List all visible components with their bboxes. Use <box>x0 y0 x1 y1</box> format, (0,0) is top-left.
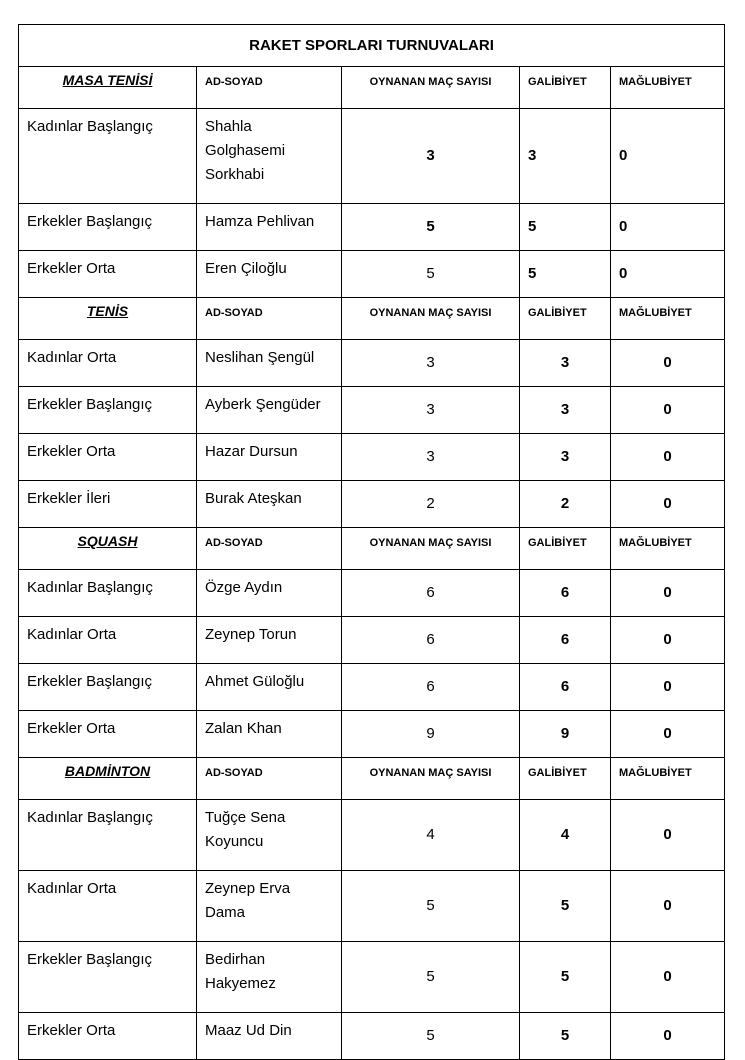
column-header-wins: GALİBİYET <box>520 528 611 570</box>
losses-cell: 0 <box>611 1013 725 1060</box>
wins-cell: 5 <box>520 204 611 251</box>
column-header-losses: MAĞLUBİYET <box>611 298 725 340</box>
column-header-played: OYNANAN MAÇ SAYISI <box>342 298 520 340</box>
played-cell: 5 <box>342 1013 520 1060</box>
category-cell: Erkekler Orta <box>19 434 197 481</box>
category-cell: Erkekler Başlangıç <box>19 387 197 434</box>
name-cell: Shahla Golghasemi Sorkhabi <box>197 109 342 204</box>
column-header-losses: MAĞLUBİYET <box>611 758 725 800</box>
column-header-played: OYNANAN MAÇ SAYISI <box>342 758 520 800</box>
category-cell: Kadınlar Başlangıç <box>19 800 197 871</box>
losses-cell: 0 <box>611 664 725 711</box>
name-cell: Özge Aydın <box>197 570 342 617</box>
table-row <box>19 800 725 871</box>
losses-cell: 0 <box>611 800 725 871</box>
name-cell: Eren Çiloğlu <box>197 251 342 298</box>
wins-cell: 3 <box>520 109 611 204</box>
column-header-losses: MAĞLUBİYET <box>611 528 725 570</box>
column-header-wins: GALİBİYET <box>520 298 611 340</box>
name-cell: Ahmet Güloğlu <box>197 664 342 711</box>
category-cell: Kadınlar Orta <box>19 617 197 664</box>
played-cell: 3 <box>342 109 520 204</box>
losses-cell: 0 <box>611 340 725 387</box>
played-cell: 9 <box>342 711 520 758</box>
table-row <box>19 942 725 1013</box>
section-header-row <box>19 528 725 570</box>
section-header-row <box>19 298 725 340</box>
played-cell: 3 <box>342 340 520 387</box>
table-row <box>19 340 725 387</box>
played-cell: 3 <box>342 434 520 481</box>
played-cell: 6 <box>342 570 520 617</box>
column-header-losses: MAĞLUBİYET <box>611 67 725 109</box>
losses-cell: 0 <box>611 711 725 758</box>
section-header-row <box>19 758 725 800</box>
wins-cell: 3 <box>520 387 611 434</box>
losses-cell: 0 <box>611 434 725 481</box>
wins-cell: 5 <box>520 942 611 1013</box>
name-cell: Hamza Pehlivan <box>197 204 342 251</box>
losses-cell: 0 <box>611 481 725 528</box>
category-cell: Kadınlar Başlangıç <box>19 570 197 617</box>
category-cell: Kadınlar Başlangıç <box>19 109 197 204</box>
wins-cell: 6 <box>520 617 611 664</box>
wins-cell: 6 <box>520 664 611 711</box>
table-row <box>19 617 725 664</box>
table-row <box>19 481 725 528</box>
results-table-body <box>19 25 725 1060</box>
table-row <box>19 1013 725 1060</box>
category-cell: Kadınlar Orta <box>19 871 197 942</box>
section-header-row <box>19 67 725 109</box>
table-title: RAKET SPORLARI TURNUVALARI <box>19 25 725 67</box>
wins-cell: 3 <box>520 434 611 481</box>
wins-cell: 4 <box>520 800 611 871</box>
name-cell: Zeynep Erva Dama <box>197 871 342 942</box>
played-cell: 2 <box>342 481 520 528</box>
sport-name: TENİS <box>19 298 197 340</box>
table-row <box>19 711 725 758</box>
table-row <box>19 570 725 617</box>
wins-cell: 5 <box>520 1013 611 1060</box>
name-cell: Bedirhan Hakyemez <box>197 942 342 1013</box>
name-cell: Neslihan Şengül <box>197 340 342 387</box>
name-cell: Maaz Ud Din <box>197 1013 342 1060</box>
table-row <box>19 664 725 711</box>
wins-cell: 9 <box>520 711 611 758</box>
losses-cell: 0 <box>611 204 725 251</box>
category-cell: Kadınlar Orta <box>19 340 197 387</box>
table-row <box>19 109 725 204</box>
losses-cell: 0 <box>611 387 725 434</box>
played-cell: 4 <box>342 800 520 871</box>
category-cell: Erkekler Orta <box>19 251 197 298</box>
played-cell: 5 <box>342 871 520 942</box>
name-cell: Burak Ateşkan <box>197 481 342 528</box>
column-header-name: AD-SOYAD <box>197 67 342 109</box>
category-cell: Erkekler Orta <box>19 711 197 758</box>
column-header-played: OYNANAN MAÇ SAYISI <box>342 528 520 570</box>
table-row <box>19 434 725 481</box>
table-row <box>19 204 725 251</box>
table-row <box>19 387 725 434</box>
losses-cell: 0 <box>611 251 725 298</box>
column-header-name: AD-SOYAD <box>197 758 342 800</box>
column-header-played: OYNANAN MAÇ SAYISI <box>342 67 520 109</box>
category-cell: Erkekler Başlangıç <box>19 204 197 251</box>
column-header-wins: GALİBİYET <box>520 758 611 800</box>
wins-cell: 5 <box>520 251 611 298</box>
table-row <box>19 871 725 942</box>
category-cell: Erkekler İleri <box>19 481 197 528</box>
column-header-name: AD-SOYAD <box>197 528 342 570</box>
losses-cell: 0 <box>611 617 725 664</box>
category-cell: Erkekler Orta <box>19 1013 197 1060</box>
wins-cell: 5 <box>520 871 611 942</box>
column-header-wins: GALİBİYET <box>520 67 611 109</box>
losses-cell: 0 <box>611 871 725 942</box>
results-table <box>18 24 725 1060</box>
name-cell: Zalan Khan <box>197 711 342 758</box>
played-cell: 6 <box>342 617 520 664</box>
losses-cell: 0 <box>611 570 725 617</box>
wins-cell: 3 <box>520 340 611 387</box>
name-cell: Ayberk Şengüder <box>197 387 342 434</box>
category-cell: Erkekler Başlangıç <box>19 942 197 1013</box>
played-cell: 3 <box>342 387 520 434</box>
category-cell: Erkekler Başlangıç <box>19 664 197 711</box>
sport-name: MASA TENİSİ <box>19 67 197 109</box>
name-cell: Hazar Dursun <box>197 434 342 481</box>
played-cell: 5 <box>342 204 520 251</box>
title-row <box>19 25 725 67</box>
table-row <box>19 251 725 298</box>
name-cell: Tuğçe Sena Koyuncu <box>197 800 342 871</box>
played-cell: 5 <box>342 942 520 1013</box>
column-header-name: AD-SOYAD <box>197 298 342 340</box>
wins-cell: 2 <box>520 481 611 528</box>
wins-cell: 6 <box>520 570 611 617</box>
losses-cell: 0 <box>611 942 725 1013</box>
sport-name: BADMİNTON <box>19 758 197 800</box>
losses-cell: 0 <box>611 109 725 204</box>
played-cell: 5 <box>342 251 520 298</box>
played-cell: 6 <box>342 664 520 711</box>
name-cell: Zeynep Torun <box>197 617 342 664</box>
sport-name: SQUASH <box>19 528 197 570</box>
